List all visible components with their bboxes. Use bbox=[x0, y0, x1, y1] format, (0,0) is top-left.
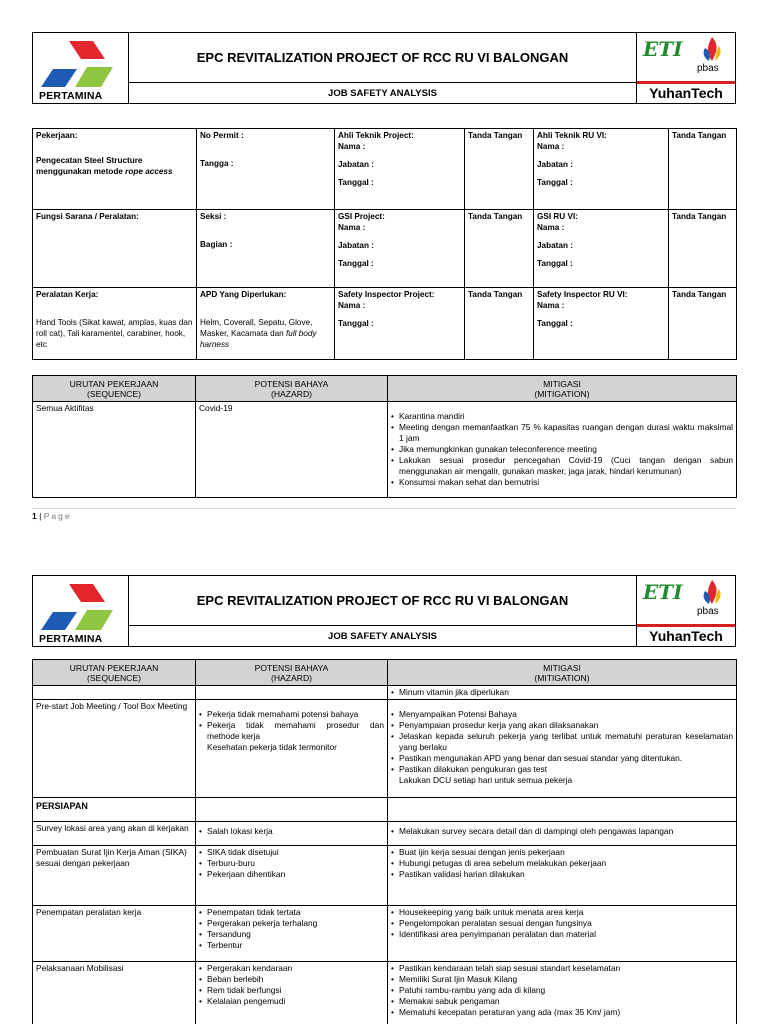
table-row bbox=[33, 846, 737, 906]
pertamina-logo bbox=[33, 576, 129, 646]
jsa-header-row bbox=[33, 376, 737, 402]
partner-logos bbox=[637, 576, 735, 646]
list-item: • Pekerja tidak memahami prosedur dan methode kerja bbox=[199, 720, 384, 742]
col-header-hazard: POTENSI BAHAYA (HAZARD) bbox=[196, 376, 388, 402]
eti-logo: ETI bbox=[643, 37, 683, 61]
list-item: Lakukan DCU setiap hari untuk semua pekerja bbox=[399, 775, 573, 785]
list-item: • Penyampaian prosedur kerja yang akan dilaksanakan bbox=[391, 720, 733, 731]
list-item: • Patuhi rambu-rambu yang ada di kilang bbox=[391, 985, 733, 996]
list-item: • Hubungi petugas di area sebelum melakukan pekerjaan bbox=[391, 858, 733, 869]
col-header-mitigation: MITIGASI (MITIGATION) bbox=[388, 376, 737, 402]
list-item: • Mematuhi kecepatan peraturan yang ada (max 35 Km/ jam) bbox=[391, 1007, 733, 1018]
pertamina-brand-text: PERTAMINA bbox=[39, 633, 103, 645]
info-row-peralatan bbox=[33, 288, 737, 360]
pertamina-logo-icon bbox=[41, 39, 121, 89]
section-row-persiapan bbox=[33, 798, 737, 822]
info-cell-gsi-project: GSI Project: Nama : Jabatan : Tanggal : bbox=[335, 210, 465, 288]
col-header-sequence: URUTAN PEKERJAAN (SEQUENCE) bbox=[33, 660, 196, 686]
sequence-cell: Semua Aktifitas bbox=[33, 402, 196, 498]
list-item: • Lakukan sesuai prosedur pencegahan Covid-19 (Cuci tangan dengan sabun menggunakan air mengalir, gunakan masker, jaga jarak, hindari kerumunan) bbox=[391, 455, 733, 477]
document-title: EPC REVITALIZATION PROJECT OF RCC RU VI BALONGAN bbox=[129, 33, 637, 83]
info-cell-ttd-5: Tanda Tangan bbox=[465, 288, 534, 360]
document-subtitle: JOB SAFETY ANALYSIS bbox=[129, 83, 637, 103]
hazard-cell: Covid-19 bbox=[196, 402, 388, 498]
list-item: • Identifikasi area penyimpanan peralatan dan material bbox=[391, 929, 733, 940]
info-cell-ahli-project: Ahli Teknik Project: Nama : Jabatan : Tanggal : bbox=[335, 129, 465, 210]
info-cell-ttd-1: Tanda Tangan bbox=[465, 129, 534, 210]
info-cell-safety-ru: Safety Inspector RU VI: Nama : Tanggal : bbox=[534, 288, 669, 360]
list-item: • Jika memungkinkan gunakan teleconference meeting bbox=[391, 444, 733, 455]
pertamina-brand-text: PERTAMINA bbox=[39, 90, 103, 102]
sequence-cell: Survey lokasi area yang akan di kerjakan bbox=[33, 822, 196, 846]
partner-logos bbox=[637, 33, 735, 103]
hazard-cell bbox=[196, 700, 388, 798]
list-item: • Kelalaian pengemudi bbox=[199, 996, 384, 1007]
pbas-flame-icon bbox=[701, 579, 723, 605]
info-cell-apd: APD Yang Diperlukan: Helm, Coverall, Sepatu, Glove, Masker, Kacamata dan full body harness bbox=[197, 288, 335, 360]
info-cell-permit: No Permit : Tangga : bbox=[197, 129, 335, 210]
list-item: • Jelaskan kepada seluruh pekerja yang terlibat untuk mematuhi peraturan keselamatan yang berlaku bbox=[391, 731, 733, 753]
sequence-cell: Pembuatan Surat Ijin Kerja Aman (SIKA) sesuai dengan pekerjaan bbox=[33, 846, 196, 906]
list-item: • Memiliki Surat Ijin Masuk Kilang bbox=[391, 974, 733, 985]
hazard-cell bbox=[196, 962, 388, 1024]
list-item: • Melakukan survey secara detail dan di dampingi oleh pengawas lapangan bbox=[391, 826, 733, 837]
table-row bbox=[33, 700, 737, 798]
list-item: • Pengelompokan peralatan sesuai dengan fungsinya bbox=[391, 918, 733, 929]
col-header-hazard: POTENSI BAHAYA (HAZARD) bbox=[196, 660, 388, 686]
info-cell-ttd-4: Tanda Tangan bbox=[669, 210, 737, 288]
approval-info-table bbox=[32, 128, 737, 360]
list-item: • Pastikan mengunakan APD yang benar dan sesuai standar yang ditentukan. bbox=[391, 753, 733, 764]
col-header-mitigation: MITIGASI (MITIGATION) bbox=[388, 660, 737, 686]
mitigation-cell bbox=[388, 962, 737, 1024]
info-cell-ttd-3: Tanda Tangan bbox=[465, 210, 534, 288]
mitigation-cell bbox=[388, 906, 737, 962]
info-cell-ahli-ru: Ahli Teknik RU VI: Nama : Jabatan : Tanggal : bbox=[534, 129, 669, 210]
list-item: • Pastikan validasi harian dilakukan bbox=[391, 869, 733, 880]
info-cell-seksi: Seksi : Bagian : bbox=[197, 210, 335, 288]
pbas-logo-text: pbas bbox=[697, 606, 719, 617]
info-cell-ttd-6: Tanda Tangan bbox=[669, 288, 737, 360]
list-item: • Rem tidak berfungsi bbox=[199, 985, 384, 996]
info-cell-ttd-2: Tanda Tangan bbox=[669, 129, 737, 210]
list-item: • Pekerjaan dihentikan bbox=[199, 869, 384, 880]
table-row bbox=[33, 962, 737, 1024]
list-item: • Buat ijin kerja sesuai dengan jenis pekerjaan bbox=[391, 847, 733, 858]
info-cell-fungsi: Fungsi Sarana / Peralatan: bbox=[33, 210, 197, 288]
document-subtitle: JOB SAFETY ANALYSIS bbox=[129, 626, 637, 646]
table-row bbox=[33, 906, 737, 962]
sequence-cell: Pre-start Job Meeting / Tool Box Meeting bbox=[33, 700, 196, 798]
list-item: • Penempatan tidak tertata bbox=[199, 907, 384, 918]
jsa-table-page-1 bbox=[32, 375, 737, 498]
info-cell-peralatan: Peralatan Kerja: Hand Tools (Sikat kawat, amplas, kuas dan roll cat), Tali karamentel, carabiner, hook, etc bbox=[33, 288, 197, 360]
list-item: • Tersandung bbox=[199, 929, 384, 940]
table-row bbox=[33, 822, 737, 846]
document-header-2 bbox=[32, 575, 736, 647]
pertamina-logo bbox=[33, 33, 129, 103]
list-item: • Pastikan kendaraan telah siap sesuai standart keselamatan bbox=[391, 963, 733, 974]
jsa-table-page-2 bbox=[32, 659, 737, 1024]
pertamina-logo-icon bbox=[41, 582, 121, 632]
info-cell-gsi-ru: GSI RU VI: Nama : Jabatan : Tanggal : bbox=[534, 210, 669, 288]
col-header-sequence: URUTAN PEKERJAAN (SEQUENCE) bbox=[33, 376, 196, 402]
list-item: • Meeting dengan memanfaatkan 75 % kapasitas ruangan dengan durasi waktu maksimal 1 jam bbox=[391, 422, 733, 444]
list-item: • Terburu-buru bbox=[199, 858, 384, 869]
pbas-logo-text: pbas bbox=[697, 63, 719, 74]
mitigation-cell bbox=[388, 686, 737, 700]
info-row-fungsi bbox=[33, 210, 737, 288]
list-item: • Karantina mandiri bbox=[391, 411, 733, 422]
mitigation-cell bbox=[388, 822, 737, 846]
mitigation-cell bbox=[388, 700, 737, 798]
list-item: • Beban berlebih bbox=[199, 974, 384, 985]
table-row bbox=[33, 402, 737, 498]
yuhantech-logo: YuhanTech bbox=[637, 624, 735, 646]
hazard-cell bbox=[196, 906, 388, 962]
table-row-continuation bbox=[33, 686, 737, 700]
list-item: • SIKA tidak disetujui bbox=[199, 847, 384, 858]
list-item: • Housekeeping yang baik untuk menata area kerja bbox=[391, 907, 733, 918]
info-cell-pekerjaan: Pekerjaan: Pengecatan Steel Structure menggunakan metode rope access bbox=[33, 129, 197, 210]
list-item: • Pastikan dilakukan pengukuran gas test bbox=[391, 764, 733, 775]
list-item: • Pergerakan pekerja terhalang bbox=[199, 918, 384, 929]
mitigation-cell bbox=[388, 846, 737, 906]
list-item: • Menyampaikan Potensi Bahaya bbox=[391, 709, 733, 720]
list-item: Kesehatan pekerja tidak termonitor bbox=[207, 742, 337, 752]
jsa-header-row bbox=[33, 660, 737, 686]
pbas-flame-icon bbox=[701, 36, 723, 62]
section-title: PERSIAPAN bbox=[33, 798, 196, 822]
list-item: • Memakai sabuk pengaman bbox=[391, 996, 733, 1007]
mitigation-cell bbox=[388, 402, 737, 498]
hazard-cell bbox=[196, 822, 388, 846]
info-cell-safety-project: Safety Inspector Project: Nama : Tanggal : bbox=[335, 288, 465, 360]
hazard-cell bbox=[196, 846, 388, 906]
list-item: • Minum vitamin jika diperlukan bbox=[391, 687, 733, 698]
sequence-cell: Penempatan peralatan kerja bbox=[33, 906, 196, 962]
list-item: • Salah lokasi kerja bbox=[199, 826, 384, 837]
yuhantech-logo: YuhanTech bbox=[637, 81, 735, 103]
document-title: EPC REVITALIZATION PROJECT OF RCC RU VI BALONGAN bbox=[129, 576, 637, 626]
list-item: • Pergerakan kendaraan bbox=[199, 963, 384, 974]
document-header bbox=[32, 32, 736, 104]
sequence-cell: Pelaksanaan Mobilisasi bbox=[33, 962, 196, 1024]
eti-logo: ETI bbox=[643, 580, 683, 604]
list-item: • Pekerja tidak memahami potensi bahaya bbox=[199, 709, 384, 720]
list-item: • Terbentur bbox=[199, 940, 384, 951]
page-footer: 1 | Page bbox=[32, 508, 736, 521]
info-row-pekerjaan bbox=[33, 129, 737, 210]
list-item: • Konsumsi makan sehat dan bernutrisi bbox=[391, 477, 733, 488]
